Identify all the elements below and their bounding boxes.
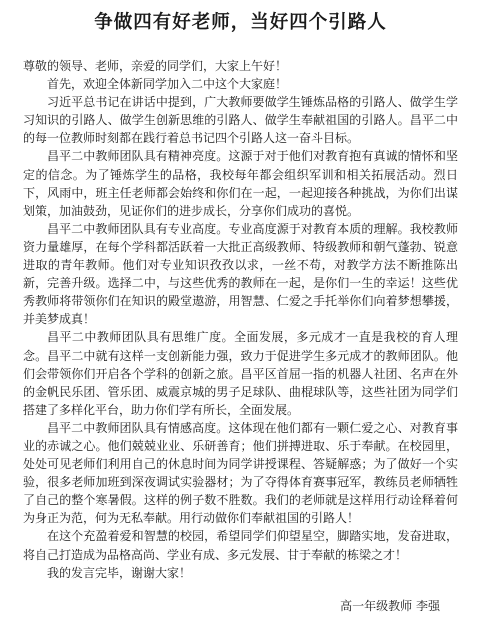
paragraph-four-guides: 习近平总书记在讲话中提到，广大教师要做学生锤炼品格的引路人、做学生学习知识的引路人、做学生创新思维的引路人、做学生奉献祖国的引路人。昌平二中的每一位教师时刻都在践行着总书记四个引路人这一奋斗目标。 — [23, 95, 458, 146]
paragraph-greeting: 尊敬的领导、老师，亲爱的同学们，大家上午好！ — [23, 59, 288, 73]
document-body — [23, 57, 458, 582]
paragraph-professional: 昌平二中教师团队具有专业高度。专业高度源于对教育本质的理解。我校教师资力量雄厚，在每个学科都活跃着一大批正高级教师、特级教师和朝气蓬勃、锐意进取的青年教师。他们对专业知识孜孜以求，一丝不苟，对教学方法不断推陈出新，完善升级。选择二中，与这些优秀的教师在一起，是你们一生的幸运！这些优秀教师将带领你们在知识的殿堂遨游，用智慧、仁爱之手托举你们向着梦想攀援，并美梦成真！ — [23, 221, 458, 327]
paragraph-thinking: 昌平二中教师团队具有思维广度。全面发展，多元成才一直是我校的育人理念。昌平二中就有这样一支创新能力强，致力于促进学生多元成才的教师团队。他们会带领你们开启各个学科的创新之旅。昌平区首屈一指的机器人社团、名声在外的金帆民乐团、管乐团、威震京城的男子足球队、曲棍球队等，这些社团为同学们搭建了多样化平台，助力你们学有所长，全面发展。 — [23, 330, 458, 417]
paragraph-emotion: 昌平二中教师团队具有情感高度。这体现在他们都有一颗仁爱之心、对教育事业的赤诚之心。他们兢兢业业、乐研善育；他们拼搏进取、乐于奉献。在校园里，处处可见老师们利用自己的休息时间为同学讲授课程、答疑解惑；为了做好一个实验，很多老师加班到深夜调试实验器材；为了夺得体育赛事冠军，教练员老师牺牲了自己的整个寒暑假。这样的例子数不胜数。我们的老师就是这样用行动诠释着何为身正为范，何为无私奉献。用行动做你们奉献祖国的引路人！ — [23, 420, 458, 526]
paragraph-closing: 我的发言完毕，谢谢大家！ — [47, 565, 192, 580]
paragraph-welcome: 首先，欢迎全体新同学加入二中这个大家庭！ — [47, 77, 288, 92]
paragraph-hope: 在这个充盈着爱和智慧的校园，希望同学们仰望星空，脚踏实地，发奋进取，将自己打造成为品格高尚、学业有成、多元发展、甘于奉献的栋梁之才！ — [23, 529, 458, 562]
paragraph-spirit: 昌平二中教师团队具有精神亮度。这源于对于他们对教育抱有真诚的情怀和坚定的信念。为了锤炼学生的品格，我校每年都会组织军训和相关拓展活动。烈日下，风雨中，班主任老师都会始终和你们在一起，一起迎接各种挑战，为你们出谋划策，加油鼓劲，见证你们的进步成长，分享你们成功的喜悦。 — [23, 149, 458, 218]
signature: 高一年级教师 李强 — [340, 599, 440, 613]
document-title: 争做四有好老师，当好四个引路人 — [94, 12, 387, 33]
